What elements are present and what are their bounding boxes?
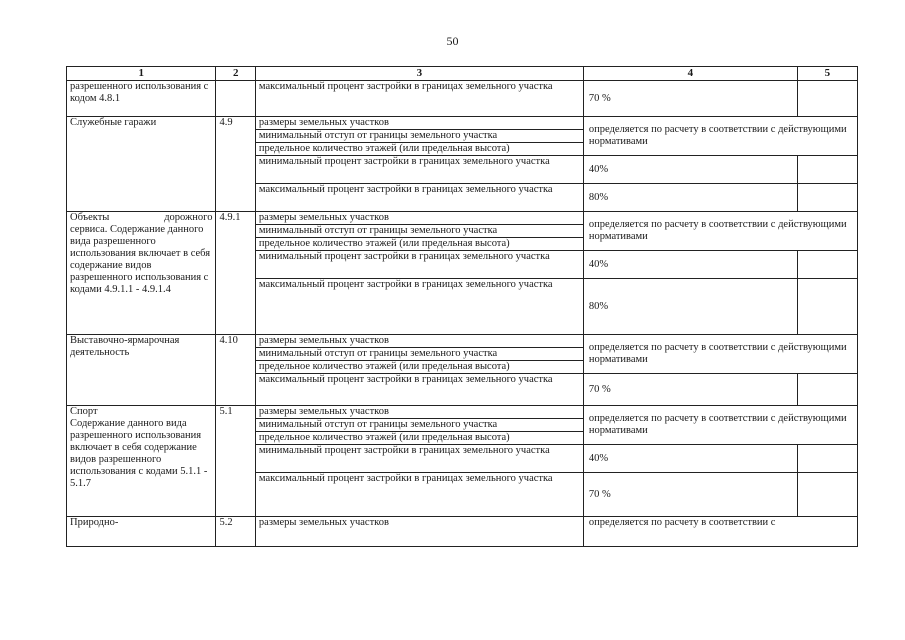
param-text: размеры земельных участков — [255, 517, 583, 547]
param-text: максимальный процент застройки в границах земельного участка — [255, 473, 583, 517]
use-code: 5.1 — [216, 406, 255, 517]
table-row — [67, 212, 858, 225]
use-name: Природно- — [67, 517, 216, 547]
param-text: размеры земельных участков — [255, 406, 583, 419]
use-name-description: сервиса. Содержание данного вида разрешенного использования включает в себя содержание видов разрешенного использования с кодами 4.9.1.1 - 4.9.1.4 — [70, 224, 211, 295]
param-text: максимальный процент застройки в границах земельного участка — [255, 374, 583, 406]
table-row — [67, 406, 858, 419]
param-text: минимальный отступ от границы земельного участка — [255, 348, 583, 361]
use-name — [67, 212, 216, 335]
col5-cell — [797, 374, 857, 406]
use-name-title: Объекты дорожного — [70, 212, 213, 223]
table-row — [67, 517, 858, 547]
param-value: определяется по расчету в соответствии с действующими нормативами — [583, 335, 857, 374]
use-name: разрешенного использования с кодом 4.8.1 — [67, 81, 216, 117]
param-text: предельное количество этажей (или предельная высота) — [255, 143, 583, 156]
use-name-description: Содержание данного вида разрешенного использования включает в себя содержание видов разрешенного использования с кодами 5.1.1 - 5.1.7 — [70, 418, 208, 489]
param-text: предельное количество этажей (или предельная высота) — [255, 432, 583, 445]
param-text: минимальный процент застройки в границах земельного участка — [255, 445, 583, 473]
header-col-1: 1 — [67, 67, 216, 81]
param-text: предельное количество этажей (или предельная высота) — [255, 361, 583, 374]
regulations-table-wrapper — [66, 66, 858, 582]
param-value: 70 % — [583, 374, 797, 406]
use-name — [67, 406, 216, 517]
col5-cell — [797, 81, 857, 117]
col5-cell — [797, 184, 857, 212]
param-text: минимальный процент застройки в границах земельного участка — [255, 156, 583, 184]
param-value: 70 % — [583, 473, 797, 517]
col5-cell — [797, 279, 857, 335]
param-value: 40% — [583, 251, 797, 279]
page-number: 50 — [446, 34, 459, 48]
param-value: 40% — [583, 156, 797, 184]
param-text: размеры земельных участков — [255, 117, 583, 130]
table-row — [67, 81, 858, 117]
param-text: минимальный отступ от границы земельного участка — [255, 130, 583, 143]
param-value: определяется по расчету в соответствии с действующими нормативами — [583, 212, 857, 251]
param-value: 80% — [583, 184, 797, 212]
use-code: 4.9.1 — [216, 212, 255, 335]
param-text: минимальный отступ от границы земельного участка — [255, 419, 583, 432]
use-name-title: Спорт — [70, 406, 98, 417]
param-value: 40% — [583, 445, 797, 473]
use-name: Выставочно-ярмарочная деятельность — [67, 335, 216, 406]
header-row — [67, 67, 858, 81]
param-text: минимальный отступ от границы земельного участка — [255, 225, 583, 238]
col5-cell — [797, 473, 857, 517]
param-text: максимальный процент застройки в границах земельного участка — [255, 81, 583, 117]
param-value: 80% — [583, 279, 797, 335]
col5-cell — [797, 156, 857, 184]
param-text: минимальный процент застройки в границах земельного участка — [255, 251, 583, 279]
use-code: 4.9 — [216, 117, 255, 212]
param-text: размеры земельных участков — [255, 212, 583, 225]
param-value: определяется по расчету в соответствии с — [583, 517, 857, 547]
param-text: максимальный процент застройки в границах земельного участка — [255, 184, 583, 212]
param-value: определяется по расчету в соответствии с действующими нормативами — [583, 406, 857, 445]
header-col-5: 5 — [797, 67, 857, 81]
header-col-4: 4 — [583, 67, 797, 81]
use-code: 4.10 — [216, 335, 255, 406]
param-value: 70 % — [583, 81, 797, 117]
header-col-3: 3 — [255, 67, 583, 81]
use-name: Служебные гаражи — [67, 117, 216, 212]
header-col-2: 2 — [216, 67, 255, 81]
regulations-table — [66, 66, 858, 547]
table-row — [67, 117, 858, 130]
param-value: определяется по расчету в соответствии с действующими нормативами — [583, 117, 857, 156]
param-text: размеры земельных участков — [255, 335, 583, 348]
col5-cell — [797, 251, 857, 279]
table-row — [67, 335, 858, 348]
use-code: 5.2 — [216, 517, 255, 547]
param-text: максимальный процент застройки в границах земельного участка — [255, 279, 583, 335]
use-code — [216, 81, 255, 117]
param-text: предельное количество этажей (или предельная высота) — [255, 238, 583, 251]
col5-cell — [797, 445, 857, 473]
